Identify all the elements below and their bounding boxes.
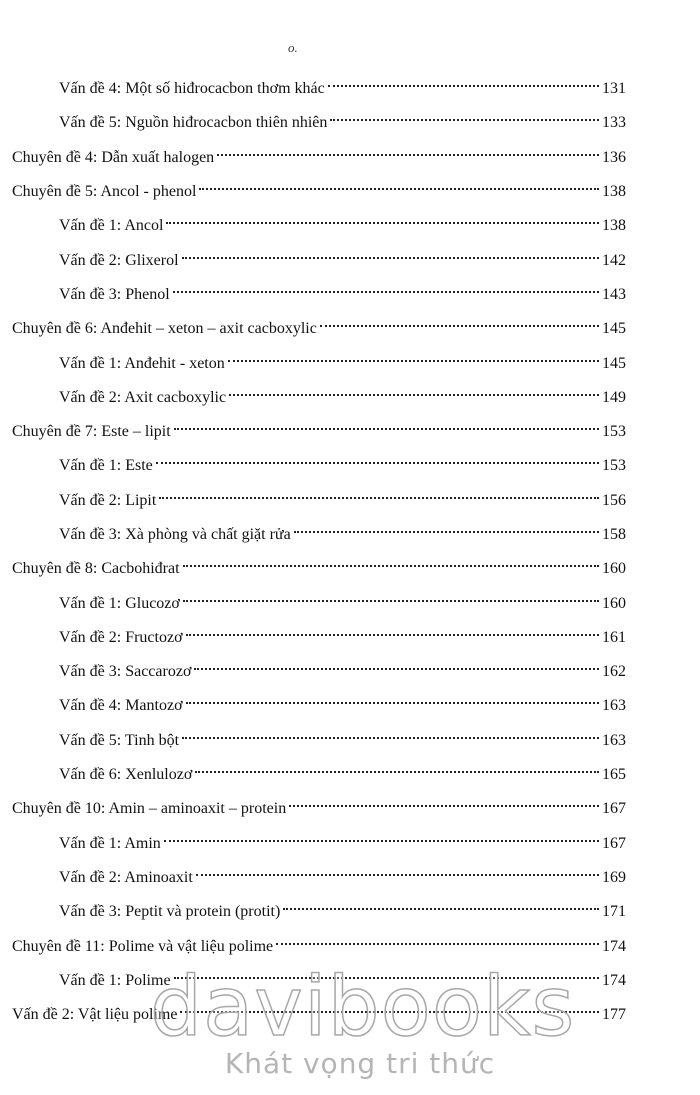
toc-entry [0, 449, 700, 483]
toc-entry-label: Vấn đề 2: Fructozơ [59, 628, 183, 646]
toc-entry-label: Vấn đề 4: Mantozơ [59, 697, 183, 715]
toc-leader-dots [330, 118, 599, 121]
toc-entry-label: Vấn đề 2: Axit cacboxylic [59, 388, 227, 406]
toc-leader-dots [217, 153, 599, 156]
toc-entry-page-number: 162 [602, 663, 626, 681]
toc-entry-page-number: 138 [602, 183, 626, 201]
toc-entry [0, 895, 700, 929]
toc-entry [0, 689, 700, 723]
toc-entry-label: Chuyên đề 5: Ancol - phenol [12, 183, 197, 201]
toc-entry-page-number: 171 [602, 903, 626, 921]
toc-entry-page-number: 143 [602, 285, 626, 303]
toc-entry-label: Vấn đề 3: Peptit và protein (protit) [59, 903, 281, 921]
watermark-brand: davibooks [150, 960, 576, 1055]
toc-entry-page-number: 156 [602, 491, 626, 509]
toc-leader-dots [195, 770, 599, 773]
toc-entry-label: Chuyên đề 11: Polime và vật liệu polime [12, 937, 274, 955]
toc-leader-dots [328, 84, 599, 87]
toc-entry-label: Vấn đề 3: Xà phòng và chất giặt rửa [59, 526, 291, 543]
toc-entry-page-number: 133 [602, 114, 626, 132]
toc-entry-page-number: 153 [602, 457, 626, 475]
toc-leader-dots [229, 393, 599, 396]
toc-entry [0, 552, 700, 586]
toc-leader-dots [289, 804, 599, 807]
toc-entry-page-number: 174 [602, 937, 626, 955]
toc-entry-page-number: 165 [602, 766, 626, 784]
toc-entry [0, 106, 700, 140]
toc-entry-label: Vấn đề 2: Vật liệu polime [12, 1006, 178, 1024]
toc-leader-dots [180, 1010, 599, 1013]
toc-leader-dots [174, 427, 599, 430]
toc-entry-page-number: 145 [602, 320, 626, 338]
toc-entry-label: Chuyên đề 6: Anđehit – xeton – axit cacboxylic [12, 320, 317, 338]
toc-leader-dots [182, 256, 599, 259]
toc-entry-label: Vấn đề 5: Nguồn hiđrocacbon thiên nhiên [59, 114, 328, 132]
toc-entry-label: Vấn đề 3: Phenol [59, 285, 170, 303]
toc-leader-dots [276, 942, 599, 945]
toc-leader-dots [194, 667, 599, 670]
toc-entry-label: Vấn đề 2: Glixerol [59, 251, 179, 269]
toc-leader-dots [183, 564, 599, 567]
toc-entry [0, 141, 700, 175]
toc-entry [0, 381, 700, 415]
page-header-mark: o. [288, 40, 298, 55]
toc-entry-page-number: 161 [602, 628, 626, 646]
toc-entry [0, 518, 700, 552]
toc-entry [0, 758, 700, 792]
toc-entry-page-number: 167 [602, 800, 626, 818]
toc-entry [0, 415, 700, 449]
toc-entry [0, 175, 700, 209]
toc-leader-dots [186, 633, 599, 636]
toc-entry-page-number: 169 [602, 868, 626, 886]
toc-entry-page-number: 153 [602, 423, 626, 441]
toc-entry [0, 586, 700, 620]
toc-leader-dots [283, 907, 599, 910]
toc-entry [0, 655, 700, 689]
toc-entry-page-number: 167 [602, 834, 626, 852]
toc-entry-label: Vấn đề 1: Anđehit - xeton [59, 354, 225, 372]
toc-leader-dots [186, 701, 599, 704]
toc-entry-page-number: 174 [602, 971, 626, 989]
toc-leader-dots [183, 599, 599, 602]
toc-entry [0, 792, 700, 826]
toc-entry-label: Chuyên đề 7: Este – lipit [12, 423, 171, 441]
toc-entry-label: Vấn đề 6: Xenlulozơ [59, 766, 193, 784]
toc-entry-page-number: 163 [602, 697, 626, 715]
toc-leader-dots [156, 461, 599, 464]
toc-leader-dots [166, 221, 599, 224]
toc-leader-dots [182, 736, 599, 739]
toc-leader-dots [294, 530, 599, 533]
toc-entry [0, 278, 700, 312]
toc-entry-page-number: 160 [602, 560, 626, 578]
toc-leader-dots [173, 290, 599, 293]
toc-entry-label: Vấn đề 2: Lipit [59, 491, 157, 509]
toc-entry-label: Vấn đề 4: Một số hiđrocacbon thơm khác [59, 80, 325, 98]
toc-leader-dots [196, 873, 599, 876]
toc-entry-label: Vấn đề 2: Aminoaxit [59, 868, 193, 886]
toc-entry-label: Chuyên đề 10: Amin – aminoaxit – protein [12, 800, 287, 818]
watermark-tagline: Khát vọng tri thức [224, 1047, 496, 1080]
toc-entry-label: Vấn đề 1: Ancol [59, 217, 164, 235]
toc-entry-page-number: 145 [602, 354, 626, 372]
toc-entry [0, 621, 700, 655]
toc-leader-dots [174, 976, 599, 979]
toc-leader-dots [159, 496, 599, 499]
toc-entry-page-number: 160 [602, 594, 626, 612]
toc-entry-page-number: 142 [602, 251, 626, 269]
toc-entry [0, 346, 700, 380]
toc-entry [0, 243, 700, 277]
toc-entry-page-number: 177 [602, 1006, 626, 1024]
toc-leader-dots [199, 187, 599, 190]
toc-entry-label: Vấn đề 1: Glucozơ [59, 594, 180, 612]
toc-entry [0, 484, 700, 518]
toc-entry [0, 929, 700, 963]
toc-entry-page-number: 136 [602, 148, 626, 166]
toc-entry-page-number: 149 [602, 388, 626, 406]
toc-entry [0, 964, 700, 998]
toc-entry-page-number: 158 [602, 526, 626, 543]
toc-entry-page-number: 138 [602, 217, 626, 235]
toc-leader-dots [228, 359, 599, 362]
table-of-contents [0, 72, 700, 1032]
toc-entry-page-number: 131 [602, 80, 626, 98]
toc-entry-label: Vấn đề 5: Tinh bột [59, 731, 180, 749]
toc-entry-label: Vấn đề 3: Saccarozơ [59, 663, 192, 681]
toc-entry-label: Vấn đề 1: Este [59, 457, 153, 475]
toc-entry-page-number: 163 [602, 731, 626, 749]
toc-entry-label: Chuyên đề 4: Dẫn xuất halogen [12, 148, 215, 166]
toc-entry-label: Vấn đề 1: Polime [59, 971, 171, 989]
toc-entry [0, 998, 700, 1032]
toc-entry [0, 827, 700, 861]
toc-entry-label: Chuyên đề 8: Cacbohiđrat [12, 560, 180, 578]
toc-entry [0, 72, 700, 106]
toc-leader-dots [320, 324, 599, 327]
toc-leader-dots [164, 839, 599, 842]
toc-entry [0, 209, 700, 243]
toc-entry [0, 724, 700, 758]
toc-entry [0, 861, 700, 895]
toc-entry [0, 312, 700, 346]
toc-entry-label: Vấn đề 1: Amin [59, 834, 161, 852]
